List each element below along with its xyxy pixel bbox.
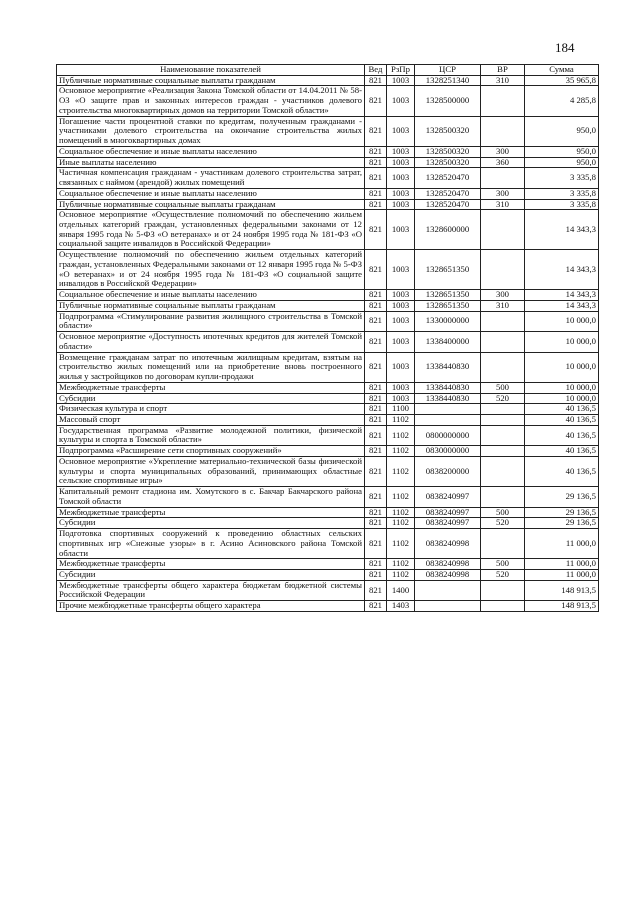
- cell-rzpr: 1400: [387, 580, 415, 600]
- cell-rzpr: 1102: [387, 456, 415, 486]
- cell-rzpr: 1403: [387, 601, 415, 612]
- cell-vr: 500: [481, 507, 525, 518]
- cell-ved: 821: [365, 580, 387, 600]
- cell-name: Субсидии: [57, 518, 365, 529]
- cell-sum: 950,0: [525, 116, 599, 146]
- cell-sum: 11 000,0: [525, 529, 599, 559]
- cell-csr: 1330000000: [415, 311, 481, 331]
- cell-sum: 4 285,8: [525, 86, 599, 116]
- cell-vr: [481, 456, 525, 486]
- cell-ved: 821: [365, 332, 387, 352]
- cell-sum: 35 965,8: [525, 75, 599, 86]
- cell-name: Капитальный ремонт стадиона им. Хомутского в с. Бакчар Бакчарского района Томской области: [57, 487, 365, 507]
- cell-rzpr: 1003: [387, 332, 415, 352]
- table-row: [57, 559, 599, 570]
- cell-csr: 1338440830: [415, 352, 481, 382]
- cell-sum: 148 913,5: [525, 580, 599, 600]
- table-row: [57, 507, 599, 518]
- table-row: [57, 75, 599, 86]
- table-row: [57, 425, 599, 445]
- cell-rzpr: 1102: [387, 569, 415, 580]
- cell-name: Социальное обеспечение и иные выплаты населению: [57, 146, 365, 157]
- cell-csr: 0838200000: [415, 456, 481, 486]
- cell-rzpr: 1003: [387, 75, 415, 86]
- cell-sum: 29 136,5: [525, 518, 599, 529]
- cell-sum: 40 136,5: [525, 414, 599, 425]
- cell-ved: 821: [365, 116, 387, 146]
- cell-name: Социальное обеспечение и иные выплаты населению: [57, 290, 365, 301]
- cell-ved: 821: [365, 518, 387, 529]
- cell-csr: 0800000000: [415, 425, 481, 445]
- cell-rzpr: 1003: [387, 300, 415, 311]
- cell-rzpr: 1102: [387, 518, 415, 529]
- cell-ved: 821: [365, 311, 387, 331]
- cell-vr: [481, 487, 525, 507]
- table-row: [57, 456, 599, 486]
- cell-ved: 821: [365, 188, 387, 199]
- cell-rzpr: 1100: [387, 404, 415, 415]
- cell-rzpr: 1003: [387, 157, 415, 168]
- cell-vr: 300: [481, 146, 525, 157]
- cell-name: Подпрограмма «Расширение сети спортивных сооружений»: [57, 446, 365, 457]
- cell-csr: 1328520470: [415, 199, 481, 210]
- table-row: [57, 168, 599, 188]
- cell-ved: 821: [365, 559, 387, 570]
- table-row: [57, 146, 599, 157]
- cell-sum: 29 136,5: [525, 507, 599, 518]
- cell-name: Государственная программа «Развитие молодежной политики, физической культуры и спорта в Томской области»: [57, 425, 365, 445]
- header-sum: Сумма: [525, 65, 599, 76]
- cell-name: Межбюджетные трансферты: [57, 559, 365, 570]
- cell-csr: 0838240998: [415, 529, 481, 559]
- cell-name: Подготовка спортивных сооружений к проведению областных сельских спортивных игр «Снежные узоры» в г. Асино Асиновского района Томской области: [57, 529, 365, 559]
- page-number: 184: [555, 40, 575, 55]
- cell-ved: 821: [365, 75, 387, 86]
- cell-name: Возмещение гражданам затрат по ипотечным жилищным кредитам, взятым на строительство жилых помещений или на приобретение вновь построенного жилья у застройщиков по договорам купли-продажи: [57, 352, 365, 382]
- cell-ved: 821: [365, 168, 387, 188]
- cell-name: Социальное обеспечение и иные выплаты населению: [57, 188, 365, 199]
- cell-sum: 40 136,5: [525, 404, 599, 415]
- cell-ved: 821: [365, 290, 387, 301]
- cell-name: Субсидии: [57, 393, 365, 404]
- cell-sum: 10 000,0: [525, 332, 599, 352]
- table-row: [57, 487, 599, 507]
- table-row: [57, 290, 599, 301]
- cell-vr: 520: [481, 569, 525, 580]
- cell-rzpr: 1003: [387, 311, 415, 331]
- cell-rzpr: 1102: [387, 414, 415, 425]
- table-row: [57, 393, 599, 404]
- cell-name: Прочие межбюджетные трансферты общего характера: [57, 601, 365, 612]
- cell-ved: 821: [365, 352, 387, 382]
- cell-csr: 0838240997: [415, 507, 481, 518]
- table-row: [57, 210, 599, 250]
- table-row: [57, 332, 599, 352]
- cell-sum: 10 000,0: [525, 311, 599, 331]
- cell-csr: [415, 414, 481, 425]
- cell-sum: 3 335,8: [525, 188, 599, 199]
- cell-csr: 0830000000: [415, 446, 481, 457]
- cell-csr: 1328520470: [415, 168, 481, 188]
- cell-vr: [481, 311, 525, 331]
- cell-ved: 821: [365, 210, 387, 250]
- cell-csr: [415, 601, 481, 612]
- cell-csr: 0838240998: [415, 569, 481, 580]
- cell-sum: 40 136,5: [525, 425, 599, 445]
- cell-sum: 3 335,8: [525, 199, 599, 210]
- cell-rzpr: 1102: [387, 446, 415, 457]
- cell-csr: 1328500320: [415, 116, 481, 146]
- table-row: [57, 569, 599, 580]
- cell-ved: 821: [365, 569, 387, 580]
- cell-csr: [415, 404, 481, 415]
- cell-rzpr: 1003: [387, 250, 415, 290]
- cell-csr: 0838240997: [415, 518, 481, 529]
- cell-rzpr: 1003: [387, 352, 415, 382]
- cell-vr: [481, 250, 525, 290]
- table-row: [57, 116, 599, 146]
- cell-rzpr: 1003: [387, 188, 415, 199]
- table-row: [57, 414, 599, 425]
- cell-ved: 821: [365, 199, 387, 210]
- header-vr: ВР: [481, 65, 525, 76]
- cell-rzpr: 1003: [387, 146, 415, 157]
- cell-name: Основное мероприятие «Укрепление материально-технической базы физической культуры и спорта муниципальных образований, принимающих областные сельские спортивные игры»: [57, 456, 365, 486]
- cell-name: Публичные нормативные социальные выплаты гражданам: [57, 199, 365, 210]
- cell-rzpr: 1003: [387, 199, 415, 210]
- cell-sum: 14 343,3: [525, 290, 599, 301]
- cell-csr: 1338400000: [415, 332, 481, 352]
- cell-name: Погашение части процентной ставки по кредитам, полученным гражданами - участниками долевого строительства на окончание строительства жилых помещений в многоквартирных домах: [57, 116, 365, 146]
- cell-name: Межбюджетные трансферты: [57, 507, 365, 518]
- cell-sum: 148 913,5: [525, 601, 599, 612]
- cell-sum: 10 000,0: [525, 352, 599, 382]
- cell-sum: 10 000,0: [525, 382, 599, 393]
- cell-vr: 520: [481, 393, 525, 404]
- cell-vr: [481, 414, 525, 425]
- cell-ved: 821: [365, 393, 387, 404]
- table-row: [57, 188, 599, 199]
- cell-name: Массовый спорт: [57, 414, 365, 425]
- cell-vr: 520: [481, 518, 525, 529]
- table-row: [57, 601, 599, 612]
- cell-vr: [481, 580, 525, 600]
- cell-sum: 40 136,5: [525, 446, 599, 457]
- cell-rzpr: 1003: [387, 382, 415, 393]
- cell-ved: 821: [365, 529, 387, 559]
- cell-ved: 821: [365, 146, 387, 157]
- cell-rzpr: 1003: [387, 86, 415, 116]
- cell-vr: 310: [481, 199, 525, 210]
- cell-ved: 821: [365, 487, 387, 507]
- cell-sum: 14 343,3: [525, 300, 599, 311]
- cell-sum: 11 000,0: [525, 569, 599, 580]
- cell-csr: 1328500320: [415, 146, 481, 157]
- table-header-row: [57, 65, 599, 76]
- cell-vr: 310: [481, 300, 525, 311]
- cell-rzpr: 1003: [387, 290, 415, 301]
- cell-csr: 1328651350: [415, 250, 481, 290]
- table-row: [57, 518, 599, 529]
- table-row: [57, 199, 599, 210]
- table-row: [57, 529, 599, 559]
- cell-name: Публичные нормативные социальные выплаты гражданам: [57, 75, 365, 86]
- cell-sum: 14 343,3: [525, 250, 599, 290]
- cell-ved: 821: [365, 414, 387, 425]
- cell-csr: [415, 580, 481, 600]
- cell-rzpr: 1003: [387, 116, 415, 146]
- cell-csr: 1338440830: [415, 393, 481, 404]
- cell-name: Основное мероприятие «Осуществление полномочий по обеспечению жильем отдельных категорий граждан, установленных федеральными законами от 12 января 1995 года № 5-ФЗ «О ветеранах» и от 24 ноября 1995 года № 181-ФЗ «О социальной защите инвалидов в Российской Федерации»: [57, 210, 365, 250]
- cell-sum: 3 335,8: [525, 168, 599, 188]
- cell-name: Подпрограмма «Стимулирование развития жилищного строительства в Томской области»: [57, 311, 365, 331]
- cell-name: Осуществление полномочий по обеспечению жильем отдельных категорий граждан, установленных Федеральными законами от 12 января 1995 года № 5-ФЗ «О ветеранах» и от 24 ноября 1995 года № 181-ФЗ «О социальной защите инвалидов в Российской Федерации»: [57, 250, 365, 290]
- cell-rzpr: 1003: [387, 210, 415, 250]
- cell-ved: 821: [365, 300, 387, 311]
- header-rzpr: РзПр: [387, 65, 415, 76]
- cell-rzpr: 1102: [387, 507, 415, 518]
- table-row: [57, 157, 599, 168]
- cell-ved: 821: [365, 250, 387, 290]
- cell-ved: 821: [365, 157, 387, 168]
- cell-name: Межбюджетные трансферты: [57, 382, 365, 393]
- cell-rzpr: 1003: [387, 393, 415, 404]
- header-ved: Вед: [365, 65, 387, 76]
- table-row: [57, 446, 599, 457]
- cell-name: Иные выплаты населению: [57, 157, 365, 168]
- cell-csr: 1328651350: [415, 290, 481, 301]
- cell-vr: 500: [481, 559, 525, 570]
- cell-vr: [481, 352, 525, 382]
- cell-sum: 29 136,5: [525, 487, 599, 507]
- budget-table: [56, 64, 599, 612]
- cell-vr: [481, 210, 525, 250]
- cell-ved: 821: [365, 425, 387, 445]
- header-name: Наименование показателей: [57, 65, 365, 76]
- header-csr: ЦСР: [415, 65, 481, 76]
- cell-vr: [481, 116, 525, 146]
- cell-ved: 821: [365, 456, 387, 486]
- cell-vr: [481, 404, 525, 415]
- table-row: [57, 580, 599, 600]
- cell-csr: 1328600000: [415, 210, 481, 250]
- table-row: [57, 300, 599, 311]
- cell-name: Публичные нормативные социальные выплаты гражданам: [57, 300, 365, 311]
- cell-ved: 821: [365, 446, 387, 457]
- cell-sum: 950,0: [525, 146, 599, 157]
- cell-sum: 40 136,5: [525, 456, 599, 486]
- cell-ved: 821: [365, 382, 387, 393]
- cell-csr: 0838240997: [415, 487, 481, 507]
- cell-rzpr: 1102: [387, 529, 415, 559]
- cell-ved: 821: [365, 86, 387, 116]
- cell-vr: [481, 601, 525, 612]
- table-row: [57, 250, 599, 290]
- cell-ved: 821: [365, 601, 387, 612]
- cell-name: Основное мероприятие «Реализация Закона Томской области от 14.04.2011 № 58-ОЗ «О защите прав и законных интересов граждан - участников долевого строительства многоквартирных домов на территории Томской области»: [57, 86, 365, 116]
- table-row: [57, 311, 599, 331]
- cell-csr: 1328500000: [415, 86, 481, 116]
- cell-vr: [481, 529, 525, 559]
- cell-vr: 500: [481, 382, 525, 393]
- cell-csr: 1328651350: [415, 300, 481, 311]
- cell-rzpr: 1102: [387, 559, 415, 570]
- cell-vr: 360: [481, 157, 525, 168]
- cell-vr: 300: [481, 188, 525, 199]
- cell-ved: 821: [365, 507, 387, 518]
- table-row: [57, 352, 599, 382]
- table-row: [57, 404, 599, 415]
- cell-vr: [481, 332, 525, 352]
- cell-name: Субсидии: [57, 569, 365, 580]
- cell-rzpr: 1003: [387, 168, 415, 188]
- table-body: [57, 75, 599, 611]
- cell-sum: 10 000,0: [525, 393, 599, 404]
- cell-name: Физическая культура и спорт: [57, 404, 365, 415]
- cell-name: Межбюджетные трансферты общего характера бюджетам бюджетной системы Российской Федерации: [57, 580, 365, 600]
- cell-ved: 821: [365, 404, 387, 415]
- cell-csr: 1338440830: [415, 382, 481, 393]
- cell-rzpr: 1102: [387, 487, 415, 507]
- cell-csr: 1328520470: [415, 188, 481, 199]
- cell-csr: 0838240998: [415, 559, 481, 570]
- table-row: [57, 382, 599, 393]
- cell-vr: [481, 168, 525, 188]
- cell-vr: 310: [481, 75, 525, 86]
- table-row: [57, 86, 599, 116]
- cell-sum: 14 343,3: [525, 210, 599, 250]
- cell-sum: 950,0: [525, 157, 599, 168]
- cell-vr: [481, 425, 525, 445]
- cell-csr: 1328251340: [415, 75, 481, 86]
- cell-sum: 11 000,0: [525, 559, 599, 570]
- cell-vr: [481, 446, 525, 457]
- cell-name: Частичная компенсация гражданам - участникам долевого строительства затрат, связанных с наймом (арендой) жилых помещений: [57, 168, 365, 188]
- cell-vr: 300: [481, 290, 525, 301]
- cell-csr: 1328500320: [415, 157, 481, 168]
- cell-rzpr: 1102: [387, 425, 415, 445]
- cell-vr: [481, 86, 525, 116]
- cell-name: Основное мероприятие «Доступность ипотечных кредитов для жителей Томской области»: [57, 332, 365, 352]
